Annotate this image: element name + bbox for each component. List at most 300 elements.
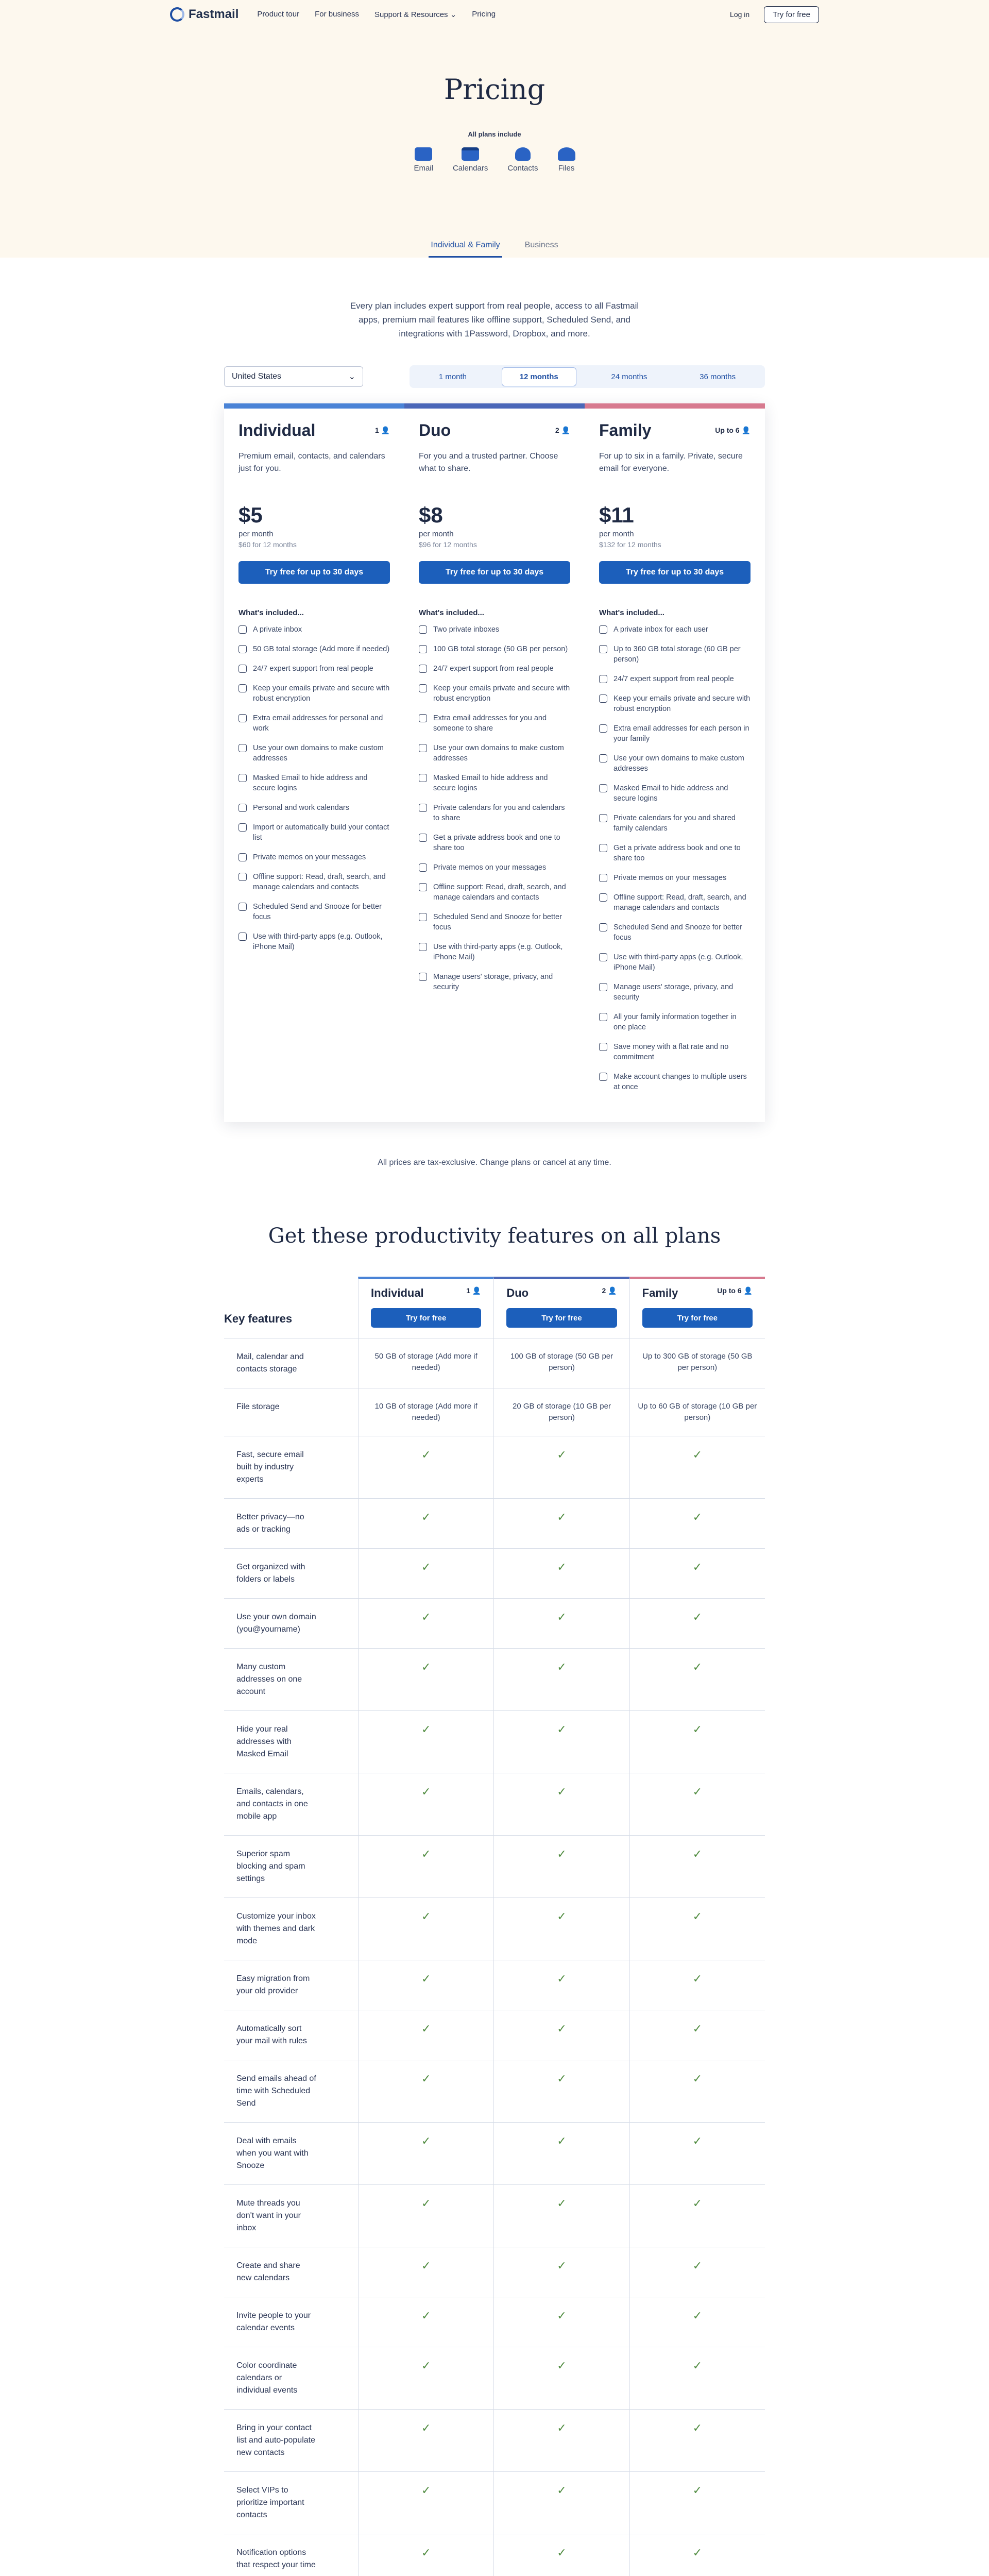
tab-business[interactable]: Business xyxy=(524,241,558,249)
feature-text: Up to 360 GB total storage (60 GB per person) xyxy=(613,645,741,664)
email-icon xyxy=(415,147,432,161)
nav-product-tour[interactable]: Product tour xyxy=(257,10,300,19)
plan-card-duo xyxy=(404,403,585,1122)
plan-feature xyxy=(238,902,390,922)
plan-feature xyxy=(238,852,390,862)
nav-for-business[interactable]: For business xyxy=(315,10,359,19)
feature-text: Use with third-party apps (e.g. Outlook, iPhone Mail) xyxy=(613,953,743,972)
feature-text: Make account changes to multiple users at once xyxy=(613,1073,747,1091)
table-cell xyxy=(493,1836,629,1897)
table-cell xyxy=(358,2347,493,2409)
feature-icon xyxy=(599,953,607,961)
feature-text: A private inbox for each user xyxy=(613,625,708,634)
table-row xyxy=(224,1436,765,1498)
pricing-controls xyxy=(224,365,765,388)
check-icon: ✓ xyxy=(557,2072,567,2085)
check-icon: ✓ xyxy=(421,2022,431,2035)
country-select[interactable]: United States ⌄ xyxy=(224,366,363,387)
table-cell xyxy=(629,1773,765,1835)
check-icon: ✓ xyxy=(692,1972,703,1985)
table-cell xyxy=(493,2123,629,2184)
check-icon: ✓ xyxy=(421,2259,431,2272)
feature-text: Use your own domains to make custom addresses xyxy=(253,744,384,762)
feature-label: Send emails ahead of time with Scheduled Send xyxy=(236,2074,316,2108)
feature-text: Use with third-party apps (e.g. Outlook, iPhone Mail) xyxy=(433,943,563,961)
feature-icon xyxy=(419,774,427,782)
check-icon: ✓ xyxy=(421,1561,431,1573)
feature-icon xyxy=(599,645,607,653)
plan-annual: $60 for 12 months xyxy=(238,540,297,549)
comparison-title: Get these productivity features on all plans xyxy=(268,1224,721,1248)
table-cell xyxy=(358,2185,493,2247)
table-cell xyxy=(358,1960,493,2010)
plan-feature xyxy=(419,942,570,962)
table-cell xyxy=(629,2185,765,2247)
feature-text: 24/7 expert support from real people xyxy=(433,665,554,673)
plan-card-head xyxy=(599,421,751,440)
feature-icon xyxy=(419,665,427,673)
feature-label: Superior spam blocking and spam settings xyxy=(236,1850,305,1883)
table-row xyxy=(224,2297,765,2347)
term-12-months[interactable]: 12 months xyxy=(502,367,576,386)
feature-icon xyxy=(238,873,247,881)
check-icon: ✓ xyxy=(421,1723,431,1736)
nav-pricing[interactable]: Pricing xyxy=(472,10,496,19)
check-icon: ✓ xyxy=(692,1785,703,1798)
feature-icon xyxy=(238,933,247,941)
feature-text: Two private inboxes xyxy=(433,625,500,634)
check-icon: ✓ xyxy=(421,1848,431,1860)
feature-icon xyxy=(238,714,247,722)
feature-icon xyxy=(419,834,427,842)
intro-text: Every plan includes expert support from real people, access to all Fastmail apps, premium mail features like offline support, Scheduled Send, and integrations with 1Password, Dropbox, and more. xyxy=(350,301,639,338)
table-cell xyxy=(629,1836,765,1897)
feature-icon xyxy=(419,645,427,653)
table-cell xyxy=(493,2347,629,2409)
feature-icon xyxy=(419,913,427,921)
chevron-down-icon: ⌄ xyxy=(450,10,457,19)
table-cell xyxy=(629,2534,765,2576)
feature-label: Mail, calendar and contacts storage xyxy=(236,1352,304,1374)
table-row xyxy=(224,1960,765,2010)
check-icon: ✓ xyxy=(557,1785,567,1798)
compare-col-duo: Duo 2 👤 Try for free xyxy=(493,1277,629,1338)
feature-icon xyxy=(599,844,607,852)
feature-label: Select VIPs to prioritize important contacts xyxy=(236,2486,304,2519)
table-cell xyxy=(493,1711,629,1773)
feature-label: Bring in your contact list and auto-populate new contacts xyxy=(236,2424,315,2457)
plan-feature xyxy=(238,773,390,793)
table-cell xyxy=(358,2472,493,2534)
table-cell xyxy=(493,1549,629,1598)
feature-text: Keep your emails private and secure with robust encryption xyxy=(613,694,751,713)
plan-trial-button[interactable]: Try free for up to 30 days xyxy=(419,561,570,584)
feature-label: Fast, secure email built by industry experts xyxy=(236,1450,304,1484)
feature-text: Use your own domains to make custom addresses xyxy=(613,754,744,773)
check-icon: ✓ xyxy=(692,2359,703,2372)
feature-text: Extra email addresses for personal and work xyxy=(253,714,383,733)
table-cell xyxy=(493,2247,629,2297)
table-cell xyxy=(629,1711,765,1773)
check-icon: ✓ xyxy=(421,1448,431,1461)
feature-icon xyxy=(419,883,427,891)
feature-label: File storage xyxy=(236,1402,280,1411)
table-cell xyxy=(358,1599,493,1648)
all-plans-label: All plans include xyxy=(468,130,521,138)
table-cell xyxy=(493,2297,629,2347)
feature-icon xyxy=(419,943,427,951)
plan-feature xyxy=(419,972,570,992)
feature-text: Save money with a flat rate and no commitment xyxy=(613,1043,729,1061)
plan-card-family xyxy=(585,403,765,1122)
feature-icon xyxy=(238,684,247,692)
check-icon: ✓ xyxy=(692,2197,703,2210)
plan-feature xyxy=(419,713,570,734)
check-icon: ✓ xyxy=(421,2072,431,2085)
compare-col-individual: Individual 1 👤 Try for free xyxy=(358,1277,493,1338)
feature-label: Get organized with folders or labels xyxy=(236,1563,305,1584)
table-cell: Up to 60 GB of storage (10 GB per person) xyxy=(629,1388,765,1436)
app-calendars: Calendars xyxy=(453,147,488,173)
plan-feature xyxy=(599,624,751,635)
check-icon: ✓ xyxy=(692,1723,703,1736)
check-icon: ✓ xyxy=(421,2421,431,2434)
plan-feature xyxy=(599,1012,751,1032)
plan-price: $5 xyxy=(238,503,263,527)
feature-icon xyxy=(419,684,427,692)
check-icon: ✓ xyxy=(557,1511,567,1523)
check-icon: ✓ xyxy=(557,2484,567,2497)
table-row xyxy=(224,2247,765,2297)
plan-feature xyxy=(238,743,390,764)
check-icon: ✓ xyxy=(557,1848,567,1860)
individual-try-button[interactable]: Try for free xyxy=(371,1308,481,1328)
table-cell xyxy=(358,2123,493,2184)
table-row xyxy=(224,1548,765,1598)
plan-feature xyxy=(419,644,570,654)
check-icon: ✓ xyxy=(557,1972,567,1985)
plan-annual: $132 for 12 months xyxy=(599,540,661,549)
feature-icon xyxy=(238,774,247,782)
feature-icon xyxy=(599,893,607,902)
check-icon: ✓ xyxy=(692,2421,703,2434)
table-cell xyxy=(493,2185,629,2247)
plan-feature xyxy=(238,822,390,843)
feature-icon xyxy=(599,923,607,931)
table-cell: 10 GB of storage (Add more if needed) xyxy=(358,1388,493,1436)
login-link[interactable]: Log in xyxy=(730,10,750,19)
check-icon: ✓ xyxy=(557,1660,567,1673)
plan-name: Individual xyxy=(238,421,316,439)
plan-feature xyxy=(238,683,390,704)
feature-label: Notification options that respect your time xyxy=(236,2548,316,2569)
feature-icon xyxy=(419,744,427,752)
feature-text: Keep your emails private and secure with robust encryption xyxy=(253,684,390,703)
table-cell xyxy=(493,2534,629,2576)
family-try-button[interactable]: Try for free xyxy=(642,1308,753,1328)
plan-feature xyxy=(599,892,751,913)
compare-col-family: Family Up to 6 👤 Try for free xyxy=(629,1277,765,1338)
logo[interactable]: Fastmail xyxy=(170,7,238,22)
table-row xyxy=(224,2409,765,2471)
person-icon: 1 👤 xyxy=(466,1286,482,1295)
plan-feature xyxy=(419,683,570,704)
feature-text: Manage users' storage, privacy, and security xyxy=(613,983,734,1002)
tax-note: All prices are tax-exclusive. Change plans or cancel at any time. xyxy=(378,1158,611,1167)
table-row xyxy=(224,2184,765,2247)
check-icon: ✓ xyxy=(557,2359,567,2372)
chevron-down-icon: ⌄ xyxy=(348,372,355,381)
person-icon: Up to 6 👤 xyxy=(717,1286,753,1295)
check-icon: ✓ xyxy=(557,1910,567,1923)
feature-label: Color coordinate calendars or individual events xyxy=(236,2361,298,2395)
table-row xyxy=(224,1710,765,1773)
feature-icon xyxy=(238,744,247,752)
check-icon: ✓ xyxy=(692,1848,703,1860)
table-row xyxy=(224,2122,765,2184)
plan-feature xyxy=(599,813,751,834)
feature-icon xyxy=(599,694,607,703)
feature-icon xyxy=(238,625,247,634)
check-icon: ✓ xyxy=(557,2421,567,2434)
table-cell xyxy=(493,2410,629,2471)
person-icon: Up to 6 👤 xyxy=(715,426,751,434)
table-cell xyxy=(629,2247,765,2297)
feature-text: Masked Email to hide address and secure logins xyxy=(253,774,368,792)
plan-price: $8 xyxy=(419,503,443,527)
table-cell xyxy=(493,1773,629,1835)
feature-text: 50 GB total storage (Add more if needed) xyxy=(253,645,390,653)
calendar-icon xyxy=(462,147,479,161)
try-free-button[interactable]: Try for free xyxy=(764,6,819,23)
feature-icon xyxy=(599,754,607,762)
plan-feature xyxy=(238,644,390,654)
check-icon: ✓ xyxy=(421,1660,431,1673)
table-cell xyxy=(629,2010,765,2060)
plan-feature xyxy=(419,773,570,793)
table-cell xyxy=(358,1773,493,1835)
feature-label: Easy migration from your old provider xyxy=(236,1974,310,1995)
check-icon: ✓ xyxy=(692,2309,703,2322)
feature-icon xyxy=(599,1013,607,1021)
check-icon: ✓ xyxy=(692,1511,703,1523)
table-cell xyxy=(358,2010,493,2060)
feature-text: Extra email addresses for you and someone to share xyxy=(433,714,547,733)
check-icon: ✓ xyxy=(692,2072,703,2085)
billing-term-selector xyxy=(410,365,765,388)
plan-per: per month xyxy=(238,530,274,538)
table-row xyxy=(224,1498,765,1548)
key-features-label: Key features xyxy=(224,1312,293,1325)
plan-feature xyxy=(599,783,751,804)
feature-icon xyxy=(238,645,247,653)
table-row xyxy=(224,2060,765,2122)
included-label: What's included... xyxy=(238,608,304,617)
contacts-icon xyxy=(515,147,531,161)
plan-feature xyxy=(599,922,751,943)
check-icon: ✓ xyxy=(692,1448,703,1461)
feature-text: Offline support: Read, draft, search, and manage calendars and contacts xyxy=(613,893,746,912)
plan-feature xyxy=(599,982,751,1003)
table-cell xyxy=(358,2534,493,2576)
feature-text: Private memos on your messages xyxy=(613,874,727,882)
feature-icon xyxy=(238,903,247,911)
files-icon xyxy=(558,147,575,161)
feature-text: Use with third-party apps (e.g. Outlook, iPhone Mail) xyxy=(253,933,383,951)
table-row xyxy=(224,1648,765,1710)
check-icon: ✓ xyxy=(421,2309,431,2322)
table-row xyxy=(224,1338,765,1388)
plan-tabs xyxy=(0,241,989,258)
table-cell xyxy=(493,2010,629,2060)
feature-label: Hide your real addresses with Masked Email xyxy=(236,1725,292,1758)
table-row xyxy=(224,1897,765,1960)
feature-icon xyxy=(238,853,247,861)
table-cell xyxy=(629,1499,765,1548)
check-icon: ✓ xyxy=(421,2484,431,2497)
table-cell xyxy=(493,1960,629,2010)
feature-text: Offline support: Read, draft, search, and manage calendars and contacts xyxy=(253,873,386,891)
table-cell: 100 GB of storage (50 GB per person) xyxy=(493,1338,629,1388)
feature-text: 24/7 expert support from real people xyxy=(613,675,734,683)
feature-icon xyxy=(238,823,247,832)
feature-icon xyxy=(599,1073,607,1081)
table-cell xyxy=(358,1549,493,1598)
feature-text: Private calendars for you and shared family calendars xyxy=(613,814,736,833)
feature-icon xyxy=(419,973,427,981)
nav-support[interactable]: Support & Resources ⌄ xyxy=(374,10,457,19)
table-cell xyxy=(358,2410,493,2471)
plan-per: per month xyxy=(419,530,454,538)
plan-feature xyxy=(419,882,570,903)
fastmail-logo-icon xyxy=(170,7,184,22)
table-row xyxy=(224,1388,765,1436)
included-label: What's included... xyxy=(419,608,484,617)
check-icon: ✓ xyxy=(421,2197,431,2210)
feature-text: 24/7 expert support from real people xyxy=(253,665,373,673)
table-cell: 20 GB of storage (10 GB per person) xyxy=(493,1388,629,1436)
duo-try-button[interactable]: Try for free xyxy=(506,1308,617,1328)
check-icon: ✓ xyxy=(692,2134,703,2147)
plan-feature xyxy=(599,723,751,744)
plan-trial-button[interactable]: Try free for up to 30 days xyxy=(599,561,751,584)
plan-name: Duo xyxy=(419,421,451,439)
app-icons xyxy=(0,147,989,173)
feature-text: Offline support: Read, draft, search, and manage calendars and contacts xyxy=(433,883,566,902)
plan-trial-button[interactable]: Try free for up to 30 days xyxy=(238,561,390,584)
page-title: Pricing xyxy=(444,73,545,106)
plan-feature xyxy=(599,1042,751,1062)
table-row xyxy=(224,2010,765,2060)
plan-feature xyxy=(238,713,390,734)
feature-label: Use your own domain (you@yourname) xyxy=(236,1613,316,1634)
plan-feature xyxy=(419,833,570,853)
term-24-months[interactable]: 24 months xyxy=(611,372,647,381)
check-icon: ✓ xyxy=(557,1723,567,1736)
feature-icon xyxy=(419,804,427,812)
check-icon: ✓ xyxy=(692,1910,703,1923)
check-icon: ✓ xyxy=(421,2134,431,2147)
table-cell xyxy=(629,1960,765,2010)
table-cell: 50 GB of storage (Add more if needed) xyxy=(358,1338,493,1388)
plan-annual: $96 for 12 months xyxy=(419,540,477,549)
feature-text: Scheduled Send and Snooze for better focus xyxy=(613,923,742,942)
table-cell xyxy=(358,2247,493,2297)
plan-feature xyxy=(238,664,390,674)
plan-desc: Premium email, contacts, and calendars just for you. xyxy=(238,452,385,473)
hero xyxy=(0,0,989,258)
plan-feature xyxy=(419,912,570,933)
check-icon: ✓ xyxy=(692,2259,703,2272)
comparison-rows xyxy=(224,1338,765,2576)
table-cell xyxy=(358,1499,493,1548)
feature-text: Masked Email to hide address and secure logins xyxy=(433,774,548,792)
plan-feature xyxy=(419,803,570,823)
check-icon: ✓ xyxy=(557,2309,567,2322)
table-cell xyxy=(629,1649,765,1710)
table-cell xyxy=(493,1649,629,1710)
table-cell xyxy=(358,1649,493,1710)
table-cell xyxy=(493,1436,629,1498)
feature-icon xyxy=(419,863,427,872)
table-cell xyxy=(629,1436,765,1498)
table-cell xyxy=(493,1499,629,1548)
comparison-table xyxy=(224,1277,765,2576)
table-cell xyxy=(493,2060,629,2122)
table-row xyxy=(224,2347,765,2409)
plan-feature xyxy=(599,1072,751,1092)
term-36-months[interactable]: 36 months xyxy=(700,372,736,381)
feature-text: Private calendars for you and calendars to share xyxy=(433,804,565,822)
feature-label: Emails, calendars, and contacts in one mobile app xyxy=(236,1787,308,1821)
plan-card-individual xyxy=(224,403,404,1122)
feature-text: Get a private address book and one to share too xyxy=(433,834,560,852)
plan-feature xyxy=(599,843,751,863)
term-1-month[interactable]: 1 month xyxy=(438,372,467,381)
check-icon: ✓ xyxy=(557,2546,567,2559)
feature-icon xyxy=(599,983,607,991)
feature-text: Private memos on your messages xyxy=(433,863,547,872)
plan-feature xyxy=(419,743,570,764)
feature-text: All your family information together in one place xyxy=(613,1013,737,1031)
feature-label: Invite people to your calendar events xyxy=(236,2311,311,2332)
person-icon: 2 👤 xyxy=(555,426,570,434)
check-icon: ✓ xyxy=(421,2359,431,2372)
table-cell xyxy=(629,2060,765,2122)
comparison-header xyxy=(224,1277,765,1338)
feature-text: Scheduled Send and Snooze for better focus xyxy=(433,913,562,931)
plan-cards xyxy=(224,403,765,1122)
check-icon: ✓ xyxy=(557,1611,567,1623)
plan-feature xyxy=(419,862,570,873)
feature-text: Masked Email to hide address and secure logins xyxy=(613,784,728,803)
plan-card-head xyxy=(238,421,390,440)
check-icon: ✓ xyxy=(692,1561,703,1573)
feature-label: Mute threads you don't want in your inbox xyxy=(236,2199,301,2232)
feature-icon xyxy=(599,625,607,634)
person-icon: 2 👤 xyxy=(602,1286,617,1295)
plan-feature xyxy=(599,753,751,774)
tab-individual-family[interactable]: Individual & Family xyxy=(429,241,502,258)
feature-text: 100 GB total storage (50 GB per person) xyxy=(433,645,568,653)
plan-card-head xyxy=(419,421,570,440)
feature-text: Extra email addresses for each person in your family xyxy=(613,724,749,743)
feature-icon xyxy=(599,724,607,733)
check-icon: ✓ xyxy=(557,1561,567,1573)
check-icon: ✓ xyxy=(421,1972,431,1985)
feature-icon xyxy=(419,625,427,634)
plan-feature xyxy=(238,803,390,813)
